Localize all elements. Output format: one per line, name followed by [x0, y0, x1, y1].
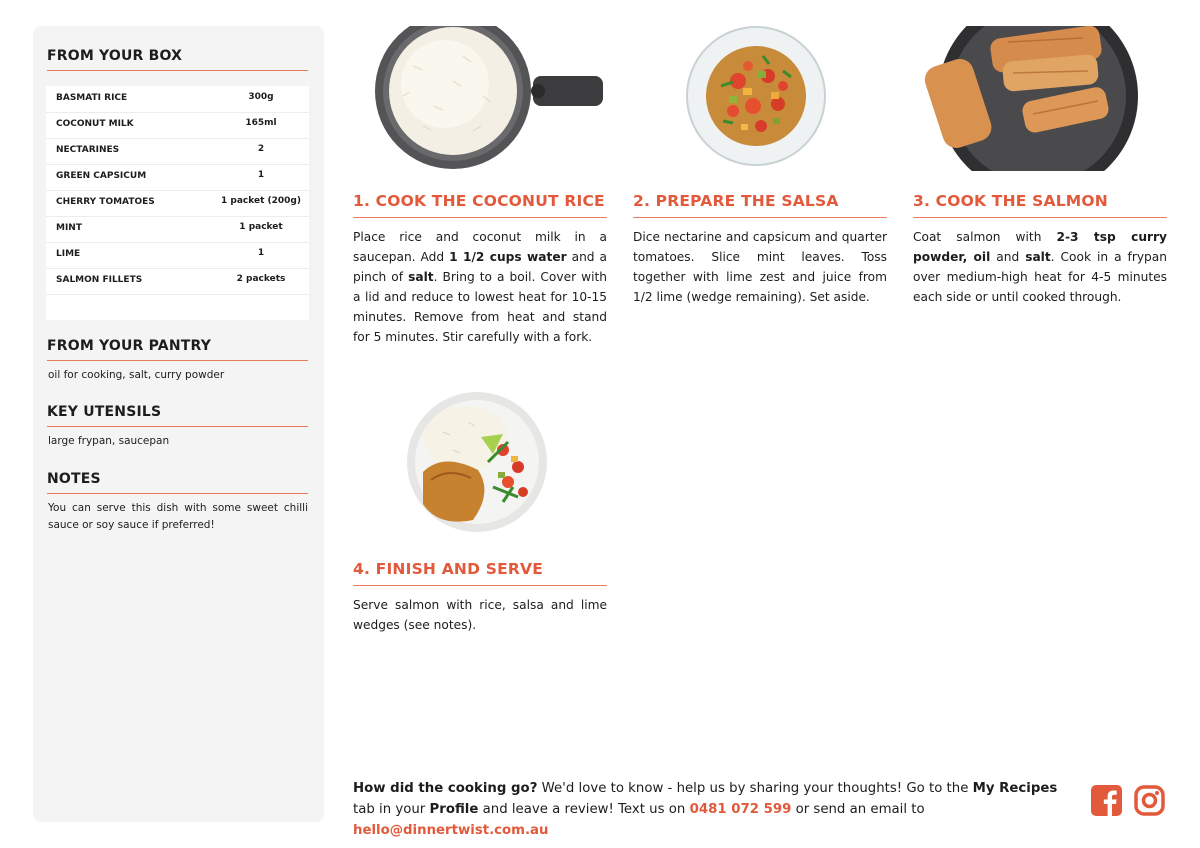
email-link[interactable]: hello@dinnertwist.com.au [353, 823, 549, 838]
ingredient-name: LIME [56, 249, 81, 259]
ingredient-name: CHERRY TOMATOES [56, 197, 155, 207]
ingredient-row [46, 242, 309, 269]
step-1-title: 1. COOK THE COCONUT RICE [353, 192, 607, 218]
step-3-instructions [913, 227, 1167, 307]
instagram-icon[interactable] [1134, 785, 1165, 816]
from-your-box-heading: FROM YOUR BOX [47, 48, 308, 71]
ingredients-table [46, 86, 309, 320]
notes-heading: NOTES [47, 471, 308, 494]
ingredient-qty: 1 [257, 170, 265, 180]
ingredient-name: MINT [56, 223, 82, 233]
phone-link[interactable]: 0481 072 599 [689, 802, 792, 817]
ingredient-qty: 2 packets [236, 274, 286, 284]
ingredient-row [46, 86, 309, 113]
footer-text: or send an email to [791, 802, 925, 817]
notes-text: You can serve this dish with some sweet chilli sauce or soy sauce if preferred! [48, 502, 308, 531]
plated-dish-photo [353, 392, 607, 537]
step-text: Place rice and coconut milk in a saucepan. Add [353, 230, 607, 264]
step-bold-text: salt [408, 270, 434, 284]
step-3-title: 3. COOK THE SALMON [913, 192, 1167, 218]
step-2-instructions: Dice nectarine and capsicum and quarter tomatoes. Slice mint leaves. Toss together with lime zest and juice from 1/2 lime (wedge remaining). Set aside. [633, 230, 887, 304]
ingredient-qty: 1 packet [239, 222, 283, 232]
ingredient-name: NECTARINES [56, 145, 120, 155]
footer-text: and leave a review! Text us on [478, 802, 690, 817]
key-utensils-heading: KEY UTENSILS [47, 404, 308, 427]
ingredient-row [46, 268, 309, 295]
facebook-icon[interactable] [1091, 785, 1122, 816]
feedback-footer [353, 778, 1073, 841]
step-text: . Bring to a boil. Cover with a lid and reduce to lowest heat for 10-15 minutes. Remove from heat and stand for 5 minutes. Stir carefully with a fork. [353, 270, 607, 344]
my-recipes-text: My Recipes [972, 781, 1058, 796]
ingredient-row [46, 138, 309, 165]
profile-text: Profile [429, 802, 479, 817]
step-text: Coat salmon with [913, 230, 1057, 244]
step-4-title: 4. FINISH AND SERVE [353, 560, 607, 586]
step-1-instructions [353, 227, 607, 347]
ingredient-row [46, 112, 309, 139]
ingredient-qty: 2 [257, 144, 265, 154]
step-4-instructions: Serve salmon with rice, salsa and lime wedges (see notes). [353, 598, 607, 632]
ingredient-qty: 300g [248, 92, 274, 102]
ingredients-sidebar [33, 26, 324, 822]
rice-saucepan-photo [353, 26, 607, 171]
ingredient-row [46, 164, 309, 191]
ingredient-name: GREEN CAPSICUM [56, 171, 147, 181]
ingredient-name: SALMON FILLETS [56, 275, 143, 285]
salsa-bowl-photo [633, 26, 887, 171]
utensils-text: large frypan, saucepan [48, 435, 170, 447]
footer-text: We'd love to know - help us by sharing your thoughts! Go to the [537, 781, 973, 796]
step-bold-text: salt [1025, 250, 1051, 264]
salmon-frypan-photo [913, 26, 1167, 171]
ingredient-row [46, 190, 309, 217]
step-text: and a pinch of [353, 250, 608, 284]
pantry-text: oil for cooking, salt, curry powder [48, 369, 225, 381]
ingredient-name: BASMATI RICE [56, 93, 128, 103]
ingredient-qty: 1 packet (200g) [221, 196, 301, 206]
ingredient-row [46, 216, 309, 243]
ingredient-name: COCONUT MILK [56, 119, 134, 129]
step-text: and [990, 250, 1026, 264]
footer-question: How did the cooking go? [353, 781, 538, 796]
ingredient-qty: 1 [257, 248, 265, 258]
ingredient-qty: 165ml [245, 118, 277, 128]
step-bold-text: 1 1/2 cups water [449, 250, 567, 264]
step-text: . Cook in a frypan over medium-high heat for 4-5 minutes each side or until cooked through. [913, 250, 1167, 304]
step-2-title: 2. PREPARE THE SALSA [633, 192, 887, 218]
step-bold-text: 2-3 tsp curry powder, oil [913, 230, 1167, 264]
from-your-pantry-heading: FROM YOUR PANTRY [47, 338, 308, 361]
footer-text: tab in your [353, 802, 430, 817]
